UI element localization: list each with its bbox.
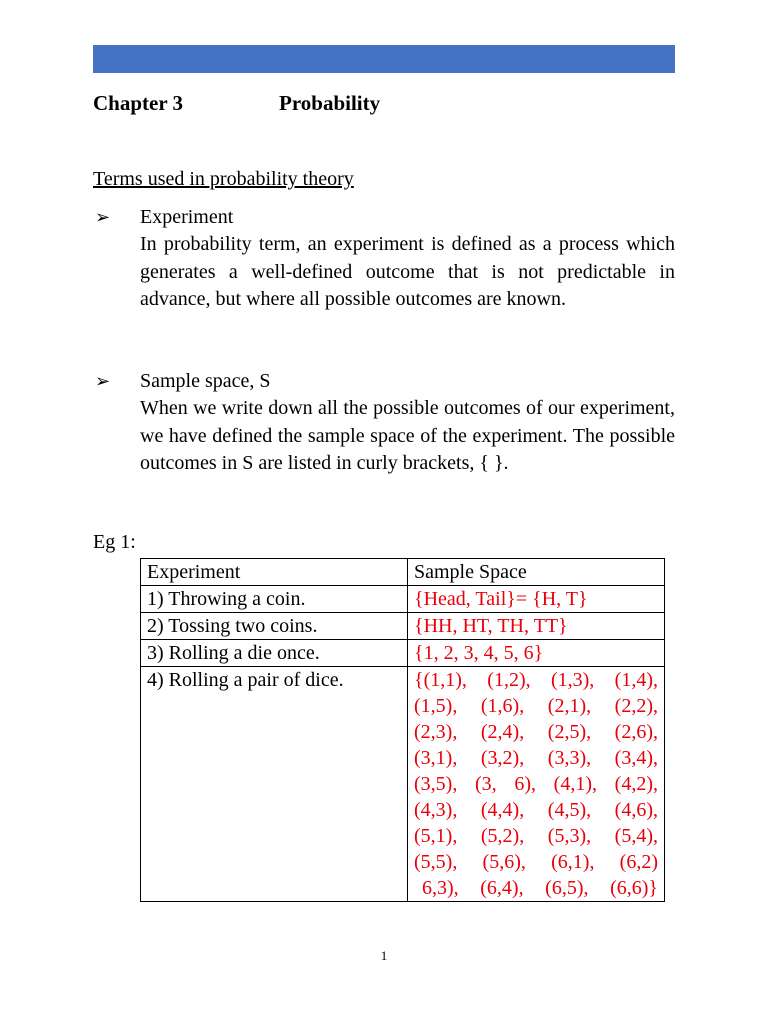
table-row — [141, 640, 665, 667]
chapter-name: Probability — [279, 91, 381, 115]
experiment-cell: 4) Rolling a pair of dice. — [141, 667, 408, 902]
sample-space-cell: {Head, Tail}= {H, T} — [408, 586, 665, 613]
dice-outcomes-line: (4,3), (4,4), (4,5), (4,6), — [414, 799, 658, 821]
table-row — [141, 667, 665, 902]
chapter-label: Chapter 3 — [93, 91, 184, 115]
arrow-bullet-icon: ➢ — [95, 207, 111, 227]
bullet-experiment — [93, 204, 675, 313]
table-header-cell: Sample Space — [408, 559, 665, 586]
sample-space-cell: {1, 2, 3, 4, 5, 6} — [408, 640, 665, 667]
experiment-cell: 1) Throwing a coin. — [141, 586, 408, 613]
bullet-description: In probability term, an experiment is defined as a process which generates a well-defined outcome that is not predictable in advance, but where all possible outcomes are known. — [140, 233, 675, 310]
sample-space-table — [140, 558, 665, 902]
experiment-cell: 3) Rolling a die once. — [141, 640, 408, 667]
bullet-sample-space — [93, 368, 675, 477]
table-header-row — [141, 559, 665, 586]
dice-outcomes-line: (3,1), (3,2), (3,3), (3,4), — [414, 747, 658, 769]
table-header-cell: Experiment — [141, 559, 408, 586]
bullet-description: When we write down all the possible outcomes of our experiment, we have defined the sample space of the experiment. The possible outcomes in S are listed in curly brackets, { }. — [140, 397, 675, 474]
sample-space-cell — [408, 667, 665, 902]
dice-outcomes-line: (1,5), (1,6), (2,1), (2,2), — [414, 695, 658, 717]
experiment-cell: 2) Tossing two coins. — [141, 613, 408, 640]
dice-outcomes-line: (3,5), (3, 6), (4,1), (4,2), — [414, 773, 658, 795]
table-row — [141, 613, 665, 640]
arrow-bullet-icon: ➢ — [95, 371, 111, 391]
table-row — [141, 586, 665, 613]
dice-outcomes-line: {(1,1), (1,2), (1,3), (1,4), — [414, 669, 658, 691]
bullet-term: Sample space, S — [140, 370, 271, 392]
sample-space-cell: {HH, HT, TH, TT} — [408, 613, 665, 640]
dice-outcomes-line: (2,3), (2,4), (2,5), (2,6), — [414, 721, 658, 743]
example-label: Eg 1: — [93, 531, 136, 553]
dice-outcomes-line: (5,5), (5,6), (6,1), (6,2) — [414, 851, 658, 873]
bullet-term: Experiment — [140, 206, 234, 228]
chapter-title — [93, 91, 381, 116]
dice-outcomes-line: (5,1), (5,2), (5,3), (5,4), — [414, 825, 658, 847]
header-bar — [93, 45, 675, 73]
page-number: 1 — [380, 948, 388, 963]
section-heading: Terms used in probability theory — [93, 168, 354, 190]
dice-outcomes-line: 6,3), (6,4), (6,5), (6,6)} — [422, 877, 658, 899]
